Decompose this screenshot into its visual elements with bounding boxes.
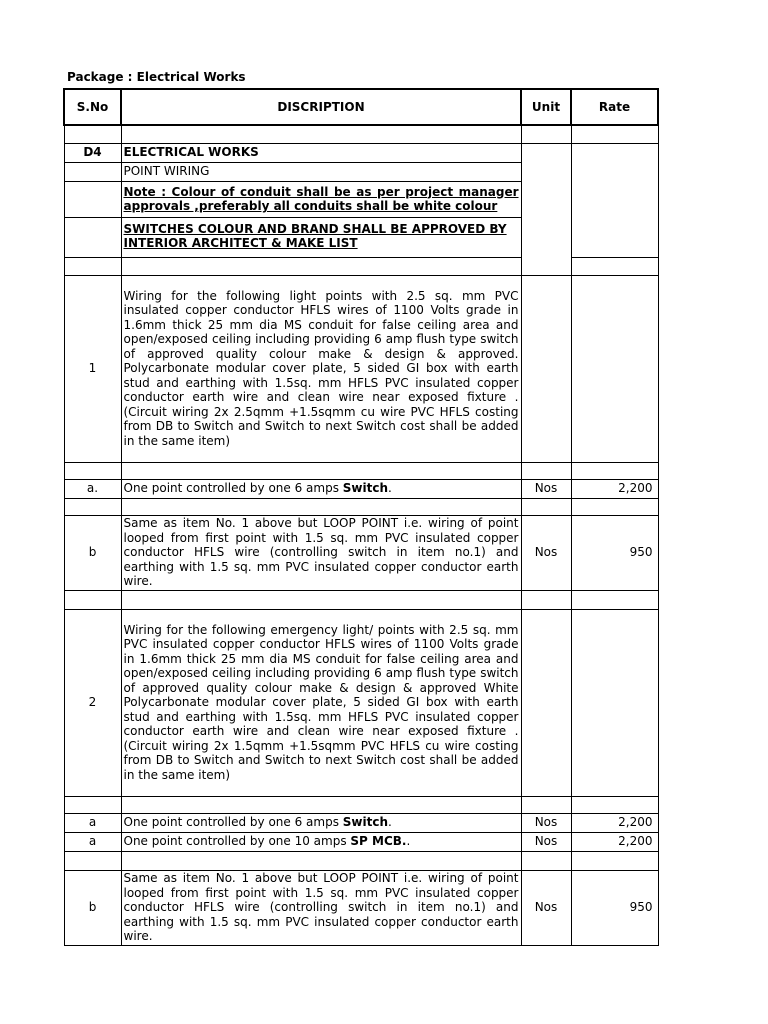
item2-description: Wiring for the following emergency light/ points with 2.5 sq. mm PVC insulated copper conductor HFLS wires of 1100 Volts grade in 1.6mm thick 25 mm dia MS conduit for false ceiling area and open/exposed ceiling including providing 6 amp flush type switch of approved quality colour make & design & approved White Polycarbonate modular cover plate, 5 sided GI box with earth stud and earthing with 1.5sq. mm HFLS PVC insulated copper conductor earth wire and clean wire near exposed fixture . (Circuit wiring 2x 1.5qmm +1.5sqmm PVC HFLS cu wire costing from DB to Switch and Switch to next Switch cost shall be added in the same item) (121, 609, 521, 796)
header-description: DISCRIPTION (121, 89, 521, 125)
conduit-note: Note : Colour of conduit shall be as per project manager approvals ,preferably all conduits shall be white colour (121, 181, 521, 217)
item2a2-sno: a (64, 832, 121, 851)
header-row (64, 89, 658, 125)
item1b-description: Same as item No. 1 above but LOOP POINT i.e. wiring of point looped from first point with 1.5 sq. mm PVC insulated copper conductor HFLS wire (controlling switch in item no.1) and earthing with 1.5 sq. mm PVC insulated copper conductor earth wire. (121, 515, 521, 590)
package-label: Package : Electrical Works (67, 70, 246, 84)
item1a-description: One point controlled by one 6 amps Switch. (121, 479, 521, 498)
item1a-rate: 2,200 (571, 479, 658, 498)
item1-description: Wiring for the following light points with 2.5 sq. mm PVC insulated copper conductor HFLS wires of 1100 Volts grade in 1.6mm thick 25 mm dia MS conduit for false ceiling area and open/exposed ceiling including providing 6 amp flush type switch of approved quality colour make & design & approved. Polycarbonate modular cover plate, 5 sided GI box with earth stud and earthing with 1.5sq. mm HFLS PVC insulated copper conductor earth wire and clean wire near exposed fixture . (Circuit wiring 2x 2.5qmm +1.5sqmm cu wire PVC HFLS costing from DB to Switch and Switch to next Switch cost shall be added in the same item) (121, 275, 521, 462)
blank-row (64, 851, 658, 870)
item2a1-rate: 2,200 (571, 813, 658, 832)
item2a1-description: One point controlled by one 6 amps Switch. (121, 813, 521, 832)
blank-row (64, 462, 658, 479)
item2a1-unit: Nos (521, 813, 571, 832)
item2a1-sno: a (64, 813, 121, 832)
section-title: ELECTRICAL WORKS (121, 143, 521, 162)
item1a-sno: a. (64, 479, 121, 498)
blank-row (64, 498, 658, 515)
item2b-sno: b (64, 870, 121, 945)
item-row (64, 870, 658, 945)
item1a-unit: Nos (521, 479, 571, 498)
section-subtitle: POINT WIRING (121, 162, 521, 181)
header-rate: Rate (571, 89, 658, 125)
item-row (64, 609, 658, 796)
blank-row (64, 590, 658, 609)
item2b-unit: Nos (521, 870, 571, 945)
item2-sno: 2 (64, 609, 121, 796)
switch-note: SWITCHES COLOUR AND BRAND SHALL BE APPROVED BY INTERIOR ARCHITECT & MAKE LIST (121, 217, 521, 257)
item2b-description: Same as item No. 1 above but LOOP POINT i.e. wiring of point looped from first point with 1.5 sq. mm PVC insulated copper conductor HFLS wire (controlling switch in item no.1) and earthing with 1.5 sq. mm PVC insulated copper conductor earth wire. (121, 870, 521, 945)
section-row (64, 143, 658, 162)
blank-row (64, 125, 658, 143)
item-row (64, 813, 658, 832)
item2a2-unit: Nos (521, 832, 571, 851)
header-sno: S.No (64, 89, 121, 125)
item-row (64, 479, 658, 498)
item1b-unit: Nos (521, 515, 571, 590)
item1b-rate: 950 (571, 515, 658, 590)
item-row (64, 275, 658, 462)
item1-sno: 1 (64, 275, 121, 462)
item2a2-rate: 2,200 (571, 832, 658, 851)
item1b-sno: b (64, 515, 121, 590)
section-sno: D4 (64, 143, 121, 162)
item-row (64, 832, 658, 851)
item2b-rate: 950 (571, 870, 658, 945)
boq-table (63, 88, 659, 946)
blank-row (64, 796, 658, 813)
item-row (64, 515, 658, 590)
header-unit: Unit (521, 89, 571, 125)
item2a2-description: One point controlled by one 10 amps SP MCB.. (121, 832, 521, 851)
